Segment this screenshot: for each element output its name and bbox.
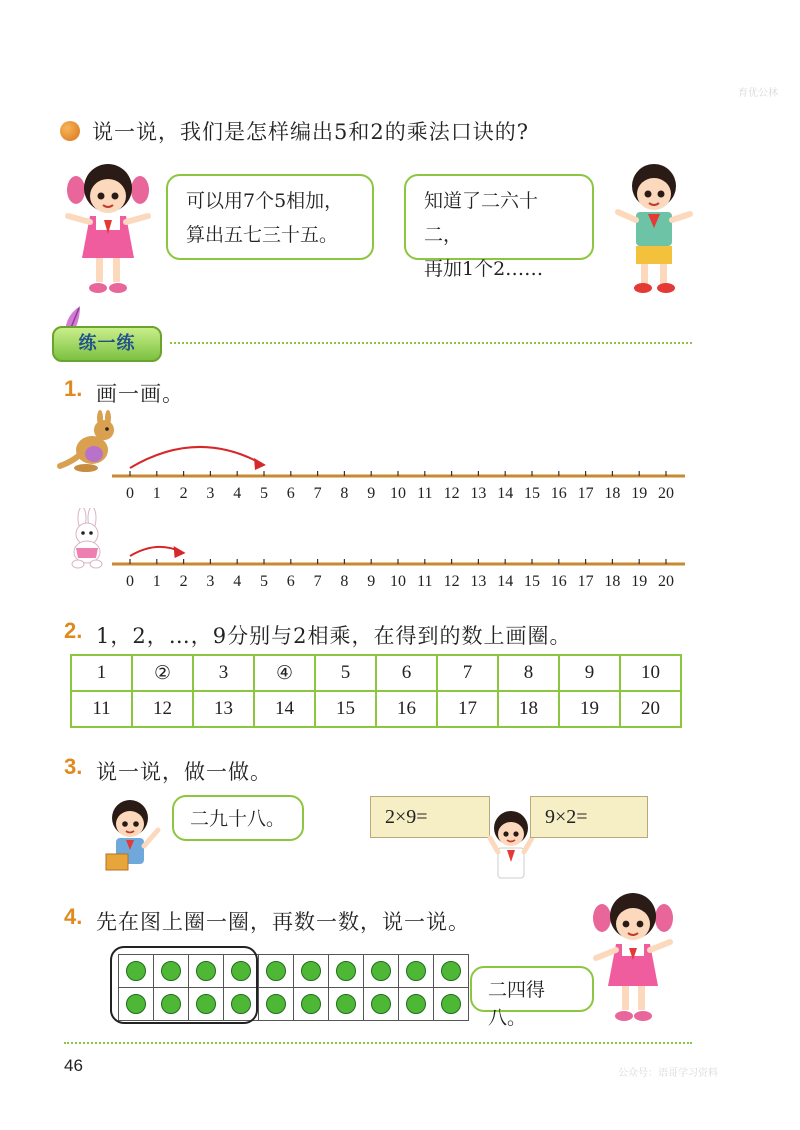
number-line-label: 16	[550, 485, 567, 502]
number-line-label: 12	[443, 573, 460, 590]
grid-cell[interactable]: 18	[498, 691, 559, 727]
number-line-label: 19	[631, 485, 648, 502]
watermark-bottom: 公众号：语哥学习资料	[618, 1068, 718, 1079]
ex4-title: 先在图上圈一圈，再数一数，说一说。	[96, 910, 470, 934]
green-dot	[336, 961, 356, 981]
grid-cell[interactable]: 8	[498, 655, 559, 691]
dot-cell	[259, 988, 294, 1021]
dot-cell	[434, 988, 469, 1021]
rabbit-number-line	[100, 530, 700, 592]
answer-box-left[interactable]: 2×9=	[370, 796, 490, 838]
dot-cell	[294, 988, 329, 1021]
number-line-label: 15	[524, 485, 540, 502]
grid-cell[interactable]: 13	[193, 691, 254, 727]
grid-cell[interactable]: ④	[254, 655, 315, 691]
table-row	[71, 655, 681, 691]
grid-cell[interactable]: 20	[620, 691, 681, 727]
orange-bullet-icon	[60, 121, 80, 141]
bottom-divider	[64, 1042, 692, 1044]
ex4-number: 4.	[64, 904, 83, 929]
watermark-top: 育优公林	[738, 88, 778, 99]
girl-speech-bubble	[166, 174, 374, 260]
ex1-title: 画一画。	[96, 382, 184, 406]
number-line-label: 17	[577, 485, 594, 502]
dot-cell	[294, 955, 329, 988]
ex2-title: 1，2，…，9分别与2相乘，在得到的数上画圈。	[96, 624, 572, 648]
number-line-label: 6	[286, 485, 295, 502]
number-line-label: 4	[233, 573, 242, 590]
grid-cell[interactable]: 11	[71, 691, 132, 727]
number-line-label: 17	[577, 573, 594, 590]
number-line-label: 8	[340, 573, 349, 590]
number-line-label: 13	[470, 573, 487, 590]
number-line-label: 5	[260, 573, 268, 590]
dot-cell	[399, 955, 434, 988]
practice-section-tag: 练一练	[52, 326, 162, 362]
grid-cell[interactable]: 10	[620, 655, 681, 691]
number-line-label: 19	[631, 573, 648, 590]
grid-cell[interactable]: 14	[254, 691, 315, 727]
number-line-label: 9	[367, 573, 376, 590]
ex2-number: 2.	[64, 618, 83, 643]
green-dot	[441, 961, 461, 981]
grid-cell[interactable]: 7	[437, 655, 498, 691]
grid-cell[interactable]: 17	[437, 691, 498, 727]
circled-dot-group	[110, 946, 258, 1024]
number-line-label: 13	[470, 485, 487, 502]
boy-illustration	[612, 158, 696, 298]
number-line-label: 7	[313, 573, 322, 590]
green-dot	[371, 961, 391, 981]
ex4-bubble-text: 二四得八。	[488, 979, 546, 1029]
number-line-label: 2	[179, 485, 188, 502]
boy-bubble-line-2: 再加1个2……	[424, 258, 544, 280]
grid-cell[interactable]: 6	[376, 655, 437, 691]
dot-cell	[399, 988, 434, 1021]
jump-arc	[130, 447, 262, 468]
ex4-speech-bubble	[470, 966, 594, 1029]
green-dot	[266, 961, 286, 981]
jump-arrow-head	[174, 546, 186, 558]
number-line-label: 11	[417, 573, 433, 590]
number-line-label: 2	[179, 573, 188, 590]
number-line-label: 7	[313, 485, 322, 502]
number-line-label: 3	[206, 573, 215, 590]
grid-cell[interactable]: 5	[315, 655, 376, 691]
number-line-label: 8	[340, 485, 349, 502]
page-number: 46	[64, 1056, 83, 1075]
green-dot	[406, 961, 426, 981]
grid-cell[interactable]: 12	[132, 691, 193, 727]
green-dot	[301, 961, 321, 981]
kangaroo-number-line	[100, 430, 700, 510]
grid-cell[interactable]: 16	[376, 691, 437, 727]
number-line-label: 5	[260, 485, 268, 502]
green-dot	[336, 994, 356, 1014]
number-line-label: 14	[497, 485, 514, 502]
dot-cell	[329, 955, 364, 988]
grid-cell[interactable]: 3	[193, 655, 254, 691]
number-line-label: 12	[443, 485, 460, 502]
ex3-number: 3.	[64, 754, 83, 779]
number-line-label: 4	[233, 485, 242, 502]
number-grid	[70, 654, 682, 728]
ex1-number: 1.	[64, 376, 83, 401]
girl-pointing-illustration	[588, 888, 678, 1030]
green-dot	[441, 994, 461, 1014]
boy-with-book-illustration	[100, 796, 166, 880]
number-line-label: 0	[126, 573, 134, 590]
grid-cell[interactable]: 9	[559, 655, 620, 691]
grid-cell[interactable]: 1	[71, 655, 132, 691]
boy-bubble-line-1: 知道了二六十二，	[424, 190, 539, 246]
number-line-label: 18	[604, 573, 621, 590]
number-line-label: 15	[524, 573, 540, 590]
ex3-bubble-text: 二九十八。	[190, 808, 286, 830]
green-dot	[371, 994, 391, 1014]
dot-cell	[434, 955, 469, 988]
number-line-label: 9	[367, 485, 376, 502]
number-line-label: 14	[497, 573, 514, 590]
number-line-label: 20	[658, 485, 674, 502]
boy-speech-bubble	[404, 174, 594, 280]
number-line-label: 1	[152, 573, 161, 590]
dot-cell	[364, 955, 399, 988]
number-line-label: 3	[206, 485, 215, 502]
number-line-label: 10	[390, 573, 406, 590]
dot-cell	[259, 955, 294, 988]
green-dot	[406, 994, 426, 1014]
dot-cell	[364, 988, 399, 1021]
ex3-speech-bubble	[172, 795, 304, 841]
girl-illustration	[60, 158, 156, 300]
girl-bubble-line-2: 算出五七三十五。	[186, 224, 339, 246]
grid-cell[interactable]: 15	[315, 691, 376, 727]
intro-question: 说一说，我们是怎样编出5和2的乘法口诀的?	[92, 120, 529, 144]
girl-bubble-line-1: 可以用7个5相加，	[186, 190, 344, 212]
ex3-title: 说一说，做一做。	[96, 760, 272, 784]
number-line-label: 18	[604, 485, 621, 502]
grid-cell[interactable]: 19	[559, 691, 620, 727]
number-line-label: 16	[550, 573, 567, 590]
green-dot	[301, 994, 321, 1014]
section-divider	[170, 342, 692, 344]
answer-box-right[interactable]: 9×2=	[530, 796, 648, 838]
dot-cell	[329, 988, 364, 1021]
table-row	[71, 691, 681, 727]
number-line-label: 20	[658, 573, 674, 590]
number-line-label: 0	[126, 485, 134, 502]
number-line-label: 11	[417, 485, 433, 502]
boy-holding-boxes-illustration	[486, 808, 536, 882]
green-dot	[266, 994, 286, 1014]
grid-cell[interactable]: ②	[132, 655, 193, 691]
number-line-label: 6	[286, 573, 295, 590]
jump-arrow-head	[254, 458, 266, 470]
number-line-label: 10	[390, 485, 406, 502]
number-line-label: 1	[152, 485, 161, 502]
